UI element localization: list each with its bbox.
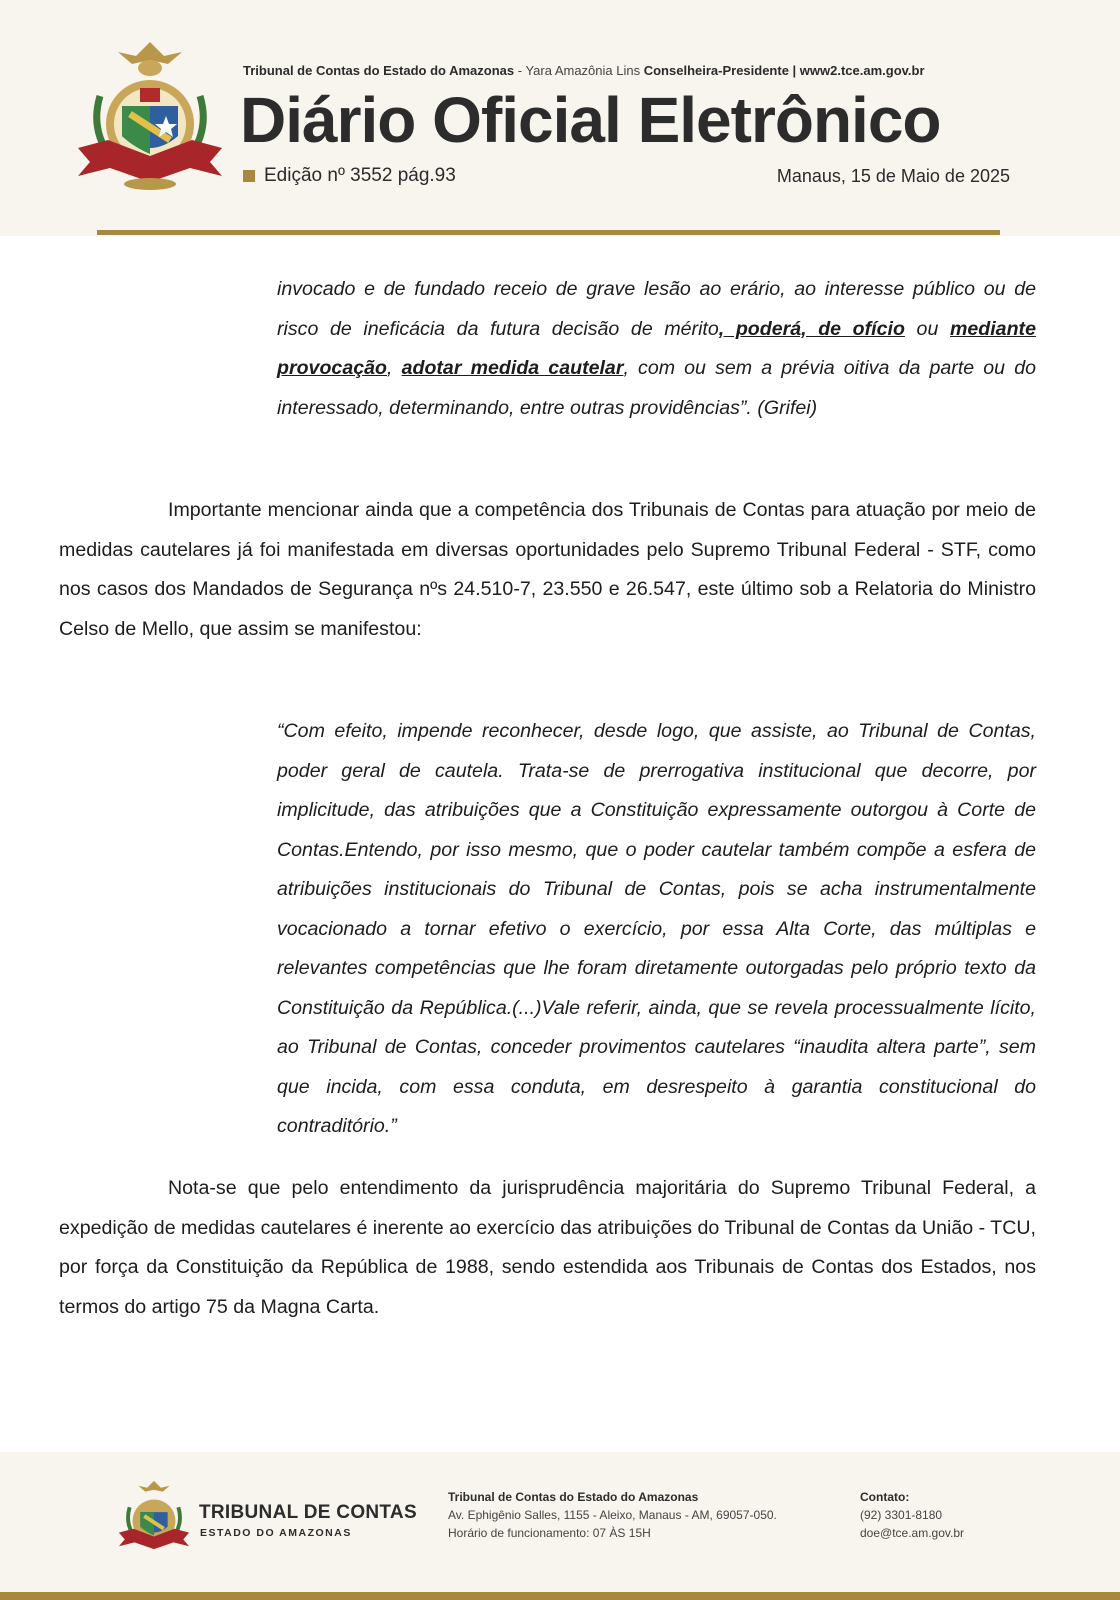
footer-address-title: Tribunal de Contas do Estado do Amazonas [448,1490,699,1504]
footer-hours: Horário de funcionamento: 07 ÀS 15H [448,1526,651,1540]
footer-address: Av. Ephigênio Salles, 1155 - Aleixo, Manaus - AM, 69057-050. [448,1508,777,1522]
square-bullet-icon [243,170,255,182]
tce-seal-logo [70,36,230,196]
footer-org-name: TRIBUNAL DE CONTAS [199,1502,417,1523]
header [0,0,1120,236]
header-top-line [243,63,925,78]
quote1-text-1: invocado e de fundado receio de grave lesão ao erário, ao interesse público ou de risco de ineficácia da futura decisão de mérito [277,278,1036,340]
footer-phone[interactable]: (92) 3301-8180 [860,1508,943,1522]
footer-org-subtitle: ESTADO DO AMAZONAS [200,1527,352,1539]
president-title-site: Conselheira-Presidente | www2.tce.am.gov.br [640,63,925,78]
header-divider [97,230,1000,235]
president-name: Yara Amazônia Lins [525,63,641,78]
footer-contact-block [860,1488,964,1542]
quote1-emphasis-3: adotar medida cautelar [401,357,624,379]
org-name: Tribunal de Contas do Estado do Amazonas [243,63,515,78]
publication-date: Manaus, 15 de Maio de 2025 [776,166,1010,186]
footer-address-block [448,1488,777,1542]
footer-email[interactable]: doe@tce.am.gov.br [860,1526,965,1540]
quote1-text-3: , [387,357,402,379]
edition-label: Edição nº 3552 pág.93 [264,165,456,186]
quote1-emphasis-1: , poderá, de ofício [718,317,905,340]
footer-gold-bar [0,1592,1120,1600]
paragraph-2 [59,1169,1036,1327]
quote-block-2: “Com efeito, impende reconhecer, desde logo, que assiste, ao Tribunal de Contas, poder geral de cautela. Trata-se de prerrogativa institucional que decorre, por implicitude, das atribuições que a Constituição expressamente outorgou à Corte de Contas.Entendo, por isso mesmo, que o poder cautelar também compõe a esfera de atribuições institucionais do Tribunal de Contas, pois se acha instrumentalmente vocacionado a tornar efetivo o exercício, por essa Alta Corte, das múltiplas e relevantes competências que lhe foram diretamente outorgadas pelo próprio texto da Constituição da República.(...)Vale referir, ainda, que se revela processualmente lícito, ao Tribunal de Contas, conceder provimentos cautelares “inaudita altera parte”, sem que incida, com essa conduta, em desrespeito à garantia constitucional do contraditório.” [277,720,1036,1137]
separator: - [514,63,526,78]
quote-block-1 [277,270,1036,428]
paragraph-1 [59,491,1036,649]
masthead-title: Diário Oficial Eletrônico [240,84,941,156]
paragraph-2-text: Nota-se que pelo entendimento da jurisprudência majoritária do Supremo Tribunal Federal, a expedição de medidas cautelares é inerente ao exercício das atribuições do Tribunal de Contas da União - TCU, por força da Constituição da República de 1988, sendo estendida aos Tribunais de Contas dos Estados, nos termos do artigo 75 da Magna Carta. [59,1177,1036,1318]
tce-footer-seal-logo [115,1478,193,1556]
footer [0,1452,1120,1600]
footer-contact-title: Contato: [860,1490,910,1504]
quote1-emphasis-2: mediante provocação [277,317,1036,379]
paragraph-1-text: Importante mencionar ainda que a competência dos Tribunais de Contas para atuação por meio de medidas cautelares já foi manifestada em diversas oportunidades pelo Supremo Tribunal Federal - STF, como nos casos dos Mandados de Segurança nºs 24.510-7, 23.550 e 26.547, este último sob a Relatoria do Ministro Celso de Mello, que assim se manifestou: [59,499,1036,640]
quote1-text-2: ou [904,317,950,340]
edition-info [243,165,456,187]
quote1-text-4: , com ou sem a prévia oitiva da parte ou do interessado, determinando, entre outras providências”. (Grifei) [277,357,1036,419]
